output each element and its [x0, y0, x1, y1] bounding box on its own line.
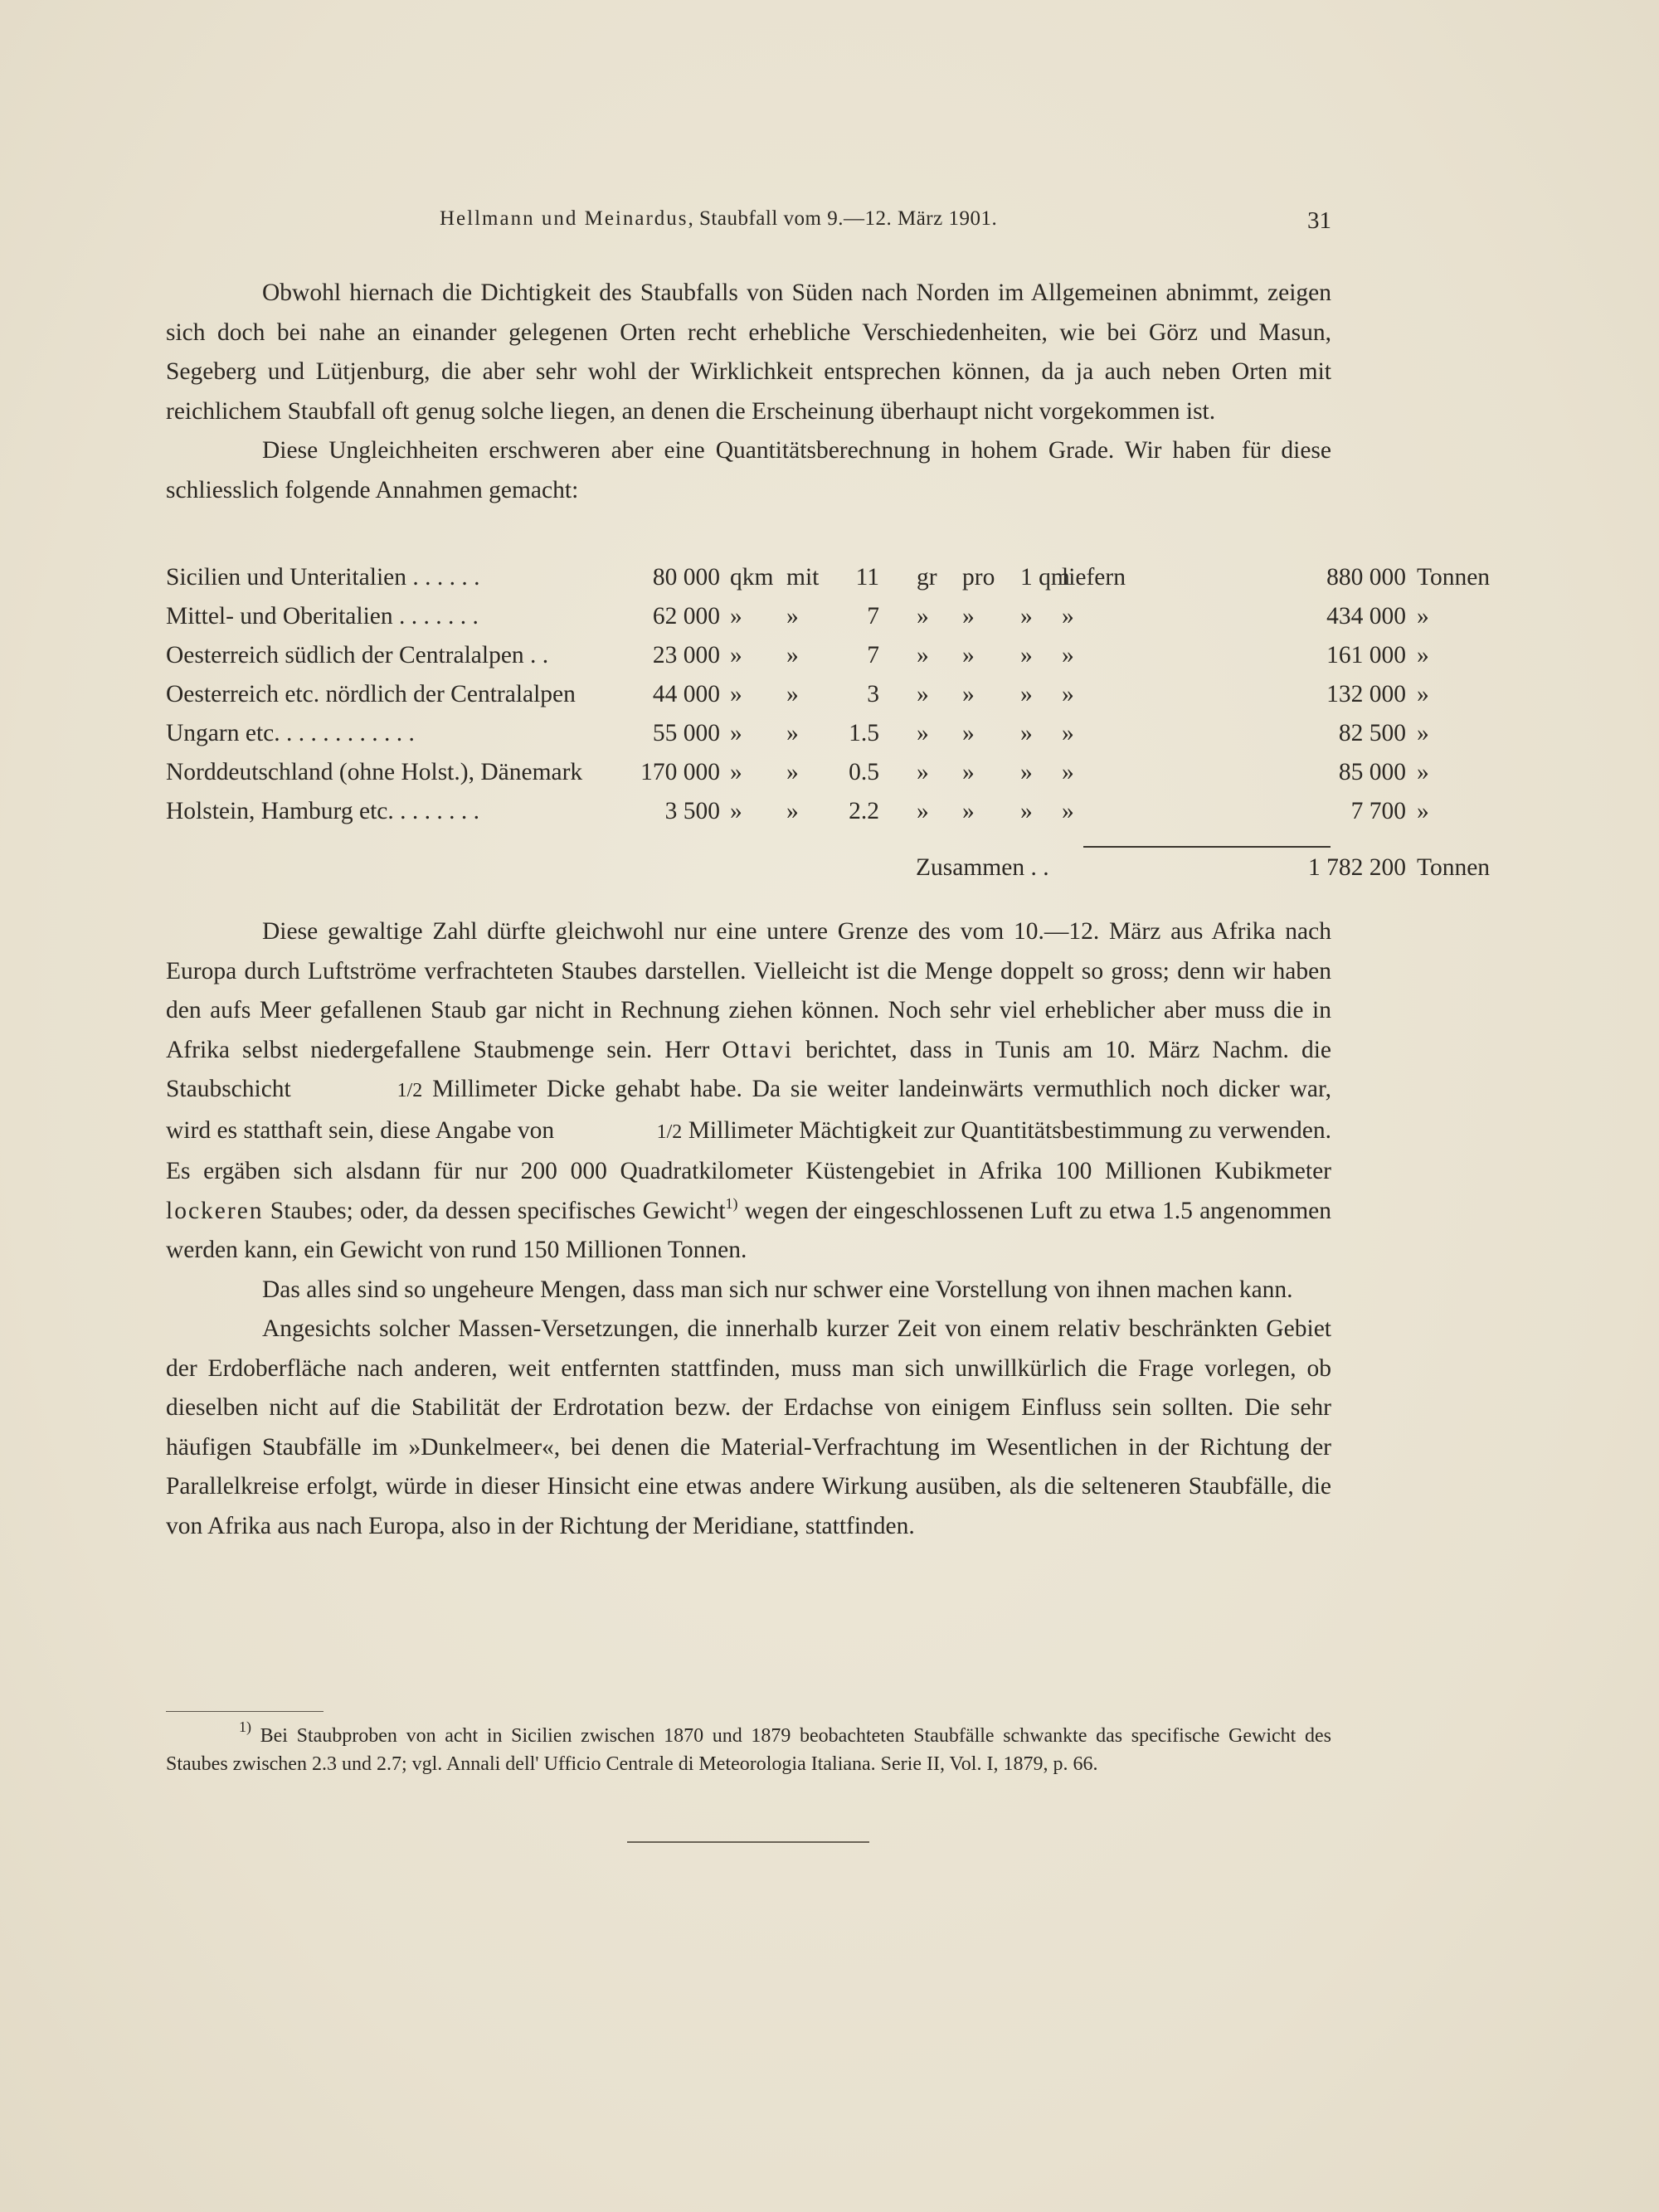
table-row: [166, 759, 1429, 798]
cell-mit: »: [786, 759, 799, 785]
cell-tonnen: »: [1417, 798, 1429, 824]
cell-grams: 2.2: [849, 798, 879, 824]
table-row: [166, 642, 1429, 681]
cell-unit: »: [730, 603, 742, 630]
cell-gram-unit: »: [917, 642, 929, 668]
cell-pro: »: [962, 642, 975, 668]
cell-gram-unit: »: [917, 720, 929, 746]
table-row: [166, 564, 1491, 603]
cell-tonnen: Tonnen: [1417, 564, 1491, 591]
footnote: [166, 1719, 1331, 1778]
emphasis: lockeren: [166, 1197, 264, 1224]
text-run: Diese gewaltige Zahl dürfte gleichwohl nur eine untere Grenze des vom 10.—12. März aus Afrika nach Europa durch Luftströme verfrachteten Staubes darstellen. Vielleicht ist die Menge doppelt so gross; denn wir haben den aufs Meer gefallenen Staub gar nicht in Rechnung ziehen können. Noch sehr viel erheblicher aber muss die in Afrika selbst niedergefallene Staubmenge sein. Herr: [166, 918, 1331, 1063]
text-run: Millimeter Mächtigkeit zur Quantitätsbestimmung zu verwenden. Es ergäben sich alsdann für nur 200 000 Quadratkilometer Küstengebiet in Afrika 100 Millionen Kubikmeter: [166, 1116, 1331, 1184]
fraction: 1/2: [656, 1121, 683, 1143]
cell-qm: »: [1020, 642, 1033, 668]
cell-tonnen: »: [1417, 642, 1429, 668]
cell-qm: 1 qm: [1020, 564, 1070, 591]
cell-liefern: »: [1062, 603, 1074, 630]
cell-liefern: »: [1062, 681, 1074, 707]
cell-gram-unit: »: [917, 681, 929, 707]
cell-mit: »: [786, 798, 799, 824]
cell-grams: 7: [867, 642, 879, 668]
cell-total: 7 700: [1350, 798, 1406, 824]
footnote-text: [166, 1719, 1331, 1778]
sum-row: [166, 854, 1491, 893]
cell-region: Mittel- und Oberitalien . . . . . . .: [166, 603, 479, 630]
end-rule: [627, 1841, 869, 1843]
cell-mit: »: [786, 642, 799, 668]
cell-region: Sicilien und Unteritalien . . . . . .: [166, 564, 480, 591]
table-row: [166, 798, 1429, 837]
cell-pro: »: [962, 720, 975, 746]
cell-unit: »: [730, 759, 742, 785]
cell-region: Ungarn etc. . . . . . . . . . . .: [166, 720, 415, 746]
cell-qm: »: [1020, 759, 1033, 785]
sum-unit: Tonnen: [1417, 854, 1491, 881]
cell-grams: 3: [867, 681, 879, 707]
cell-area: 23 000: [652, 642, 720, 668]
text-run: Millimeter Dicke gehabt habe. Da sie weiter landeinwärts vermuthlich noch dicker war, wird es statthaft sein, diese Angabe von: [166, 1076, 1331, 1144]
cell-unit: »: [730, 720, 742, 746]
cell-pro: »: [962, 603, 975, 630]
running-head-authors: Hellmann und Meinardus: [440, 207, 688, 230]
cell-unit: »: [730, 798, 742, 824]
cell-tonnen: »: [1417, 759, 1429, 785]
estimate-table: [166, 564, 1491, 837]
cell-grams: 0.5: [849, 759, 879, 785]
footnote-marker: 1): [239, 1719, 251, 1735]
cell-liefern: »: [1062, 798, 1074, 824]
paragraph: [166, 912, 1331, 1271]
page-header: [166, 207, 1331, 241]
cell-tonnen: »: [1417, 681, 1429, 707]
cell-pro: »: [962, 798, 975, 824]
cell-area: 44 000: [652, 681, 720, 707]
text-run: berichtet, dass in Tunis am 10. März Nachm. die Staubschicht: [166, 1036, 1331, 1102]
body-text-top: [166, 274, 1331, 510]
cell-unit: »: [730, 642, 742, 668]
cell-pro: pro: [962, 564, 995, 591]
cell-region: Oesterreich etc. nördlich der Centralalpen: [166, 681, 576, 707]
sum-rule: [1083, 846, 1331, 848]
page-number: 31: [1307, 207, 1331, 234]
cell-mit: mit: [786, 564, 820, 591]
cell-region: Holstein, Hamburg etc. . . . . . . .: [166, 798, 479, 824]
cell-mit: »: [786, 681, 799, 707]
cell-area: 55 000: [652, 720, 720, 746]
cell-gram-unit: »: [917, 603, 929, 630]
cell-region: Norddeutschland (ohne Holst.), Dänemark: [166, 759, 583, 785]
cell-total: 85 000: [1338, 759, 1406, 785]
cell-gram-unit: »: [917, 798, 929, 824]
body-text-bottom: [166, 912, 1331, 1546]
cell-gram-unit: gr: [917, 564, 937, 591]
cell-grams: 11: [855, 564, 879, 591]
cell-unit: »: [730, 681, 742, 707]
cell-total: 132 000: [1326, 681, 1406, 707]
person-name: Ottavi: [722, 1036, 794, 1063]
running-head: [440, 207, 997, 231]
cell-total: 434 000: [1326, 603, 1406, 630]
cell-qm: »: [1020, 603, 1033, 630]
cell-pro: »: [962, 681, 975, 707]
cell-area: 3 500: [664, 798, 720, 824]
footnote-reference: 1): [725, 1194, 738, 1212]
cell-tonnen: »: [1417, 720, 1429, 746]
table-row: [166, 603, 1429, 642]
cell-area: 170 000: [640, 759, 720, 785]
cell-pro: »: [962, 759, 975, 785]
cell-qm: »: [1020, 798, 1033, 824]
cell-unit: qkm: [730, 564, 774, 591]
cell-qm: »: [1020, 720, 1033, 746]
table-row: [166, 720, 1429, 759]
sum-label: Zusammen . .: [916, 854, 1049, 881]
cell-grams: 1.5: [849, 720, 879, 746]
cell-area: 80 000: [652, 564, 720, 591]
cell-total: 880 000: [1326, 564, 1406, 591]
footnote-rule: [166, 1711, 324, 1712]
cell-liefern: »: [1062, 759, 1074, 785]
cell-total: 161 000: [1326, 642, 1406, 668]
cell-liefern: »: [1062, 720, 1074, 746]
sum-value: 1 782 200: [1308, 854, 1406, 881]
text-run: wegen der eingeschlossenen Luft zu etwa 1.5 angenommen werden kann, ein Gewicht von rund 150 Millionen Tonnen.: [166, 1197, 1332, 1263]
cell-tonnen: »: [1417, 603, 1429, 630]
cell-grams: 7: [867, 603, 879, 630]
cell-mit: »: [786, 720, 799, 746]
paragraph: Angesichts solcher Massen-Versetzungen, die innerhalb kurzer Zeit von einem relativ beschränkten Gebiet der Erdoberfläche nach anderen, weit entfernten stattfinden, muss man sich unwillkürlich die Frage vorlegen, ob dieselben nicht auf die Stabilität der Erdrotation bezw. der Erdachse von einigem Einfluss sein sollten. Die sehr häufigen Staubfälle im »Dunkelmeer«, bei denen die Material-Verfrachtung im Wesentlichen in der Richtung der Parallelkreise erfolgt, würde in dieser Hinsicht eine etwas andere Wirkung ausüben, als die selteneren Staubfälle, die von Afrika aus nach Europa, also in der Richtung der Meridiane, stattfinden.: [166, 1315, 1331, 1539]
table-row: [166, 681, 1429, 720]
paragraph: Das alles sind so ungeheure Mengen, dass man sich nur schwer eine Vorstellung von ihnen machen kann.: [262, 1276, 1293, 1303]
running-head-title: , Staubfall vom 9.—12. März 1901.: [688, 207, 998, 230]
text-run: Staubes; oder, da dessen specifisches Gewicht: [263, 1197, 726, 1224]
fraction: 1/2: [397, 1080, 423, 1101]
cell-total: 82 500: [1338, 720, 1406, 746]
paragraph: Diese Ungleichheiten erschweren aber eine Quantitätsberechnung in hohem Grade. Wir haben für diese schliesslich folgende Annahmen gemacht:: [166, 437, 1331, 503]
cell-region: Oesterreich südlich der Centralalpen . .: [166, 642, 549, 668]
cell-liefern: »: [1062, 642, 1074, 668]
cell-area: 62 000: [652, 603, 720, 630]
cell-qm: »: [1020, 681, 1033, 707]
cell-liefern: liefern: [1062, 564, 1126, 591]
footnote-body: Bei Staubproben von acht in Sicilien zwischen 1870 und 1879 beobachteten Staubfälle schwankte das specifische Gewicht des Staubes zwischen 2.3 und 2.7; vgl. Annali dell' Ufficio Centrale di Meteorologia Italiana. Serie II, Vol. I, 1879, p. 66.: [166, 1725, 1331, 1775]
cell-gram-unit: »: [917, 759, 929, 785]
cell-mit: »: [786, 603, 799, 630]
paragraph: Obwohl hiernach die Dichtigkeit des Staubfalls von Süden nach Norden im Allgemeinen abnimmt, zeigen sich doch bei nahe an einander gelegenen Orten recht erhebliche Verschiedenheiten, wie bei Görz und Masun, Segeberg und Lütjenburg, die aber sehr wohl der Wirklichkeit entsprechen können, da ja auch neben Orten mit reichlichem Staubfall oft genug solche liegen, an denen die Erscheinung überhaupt nicht vorgekommen ist.: [166, 280, 1331, 425]
